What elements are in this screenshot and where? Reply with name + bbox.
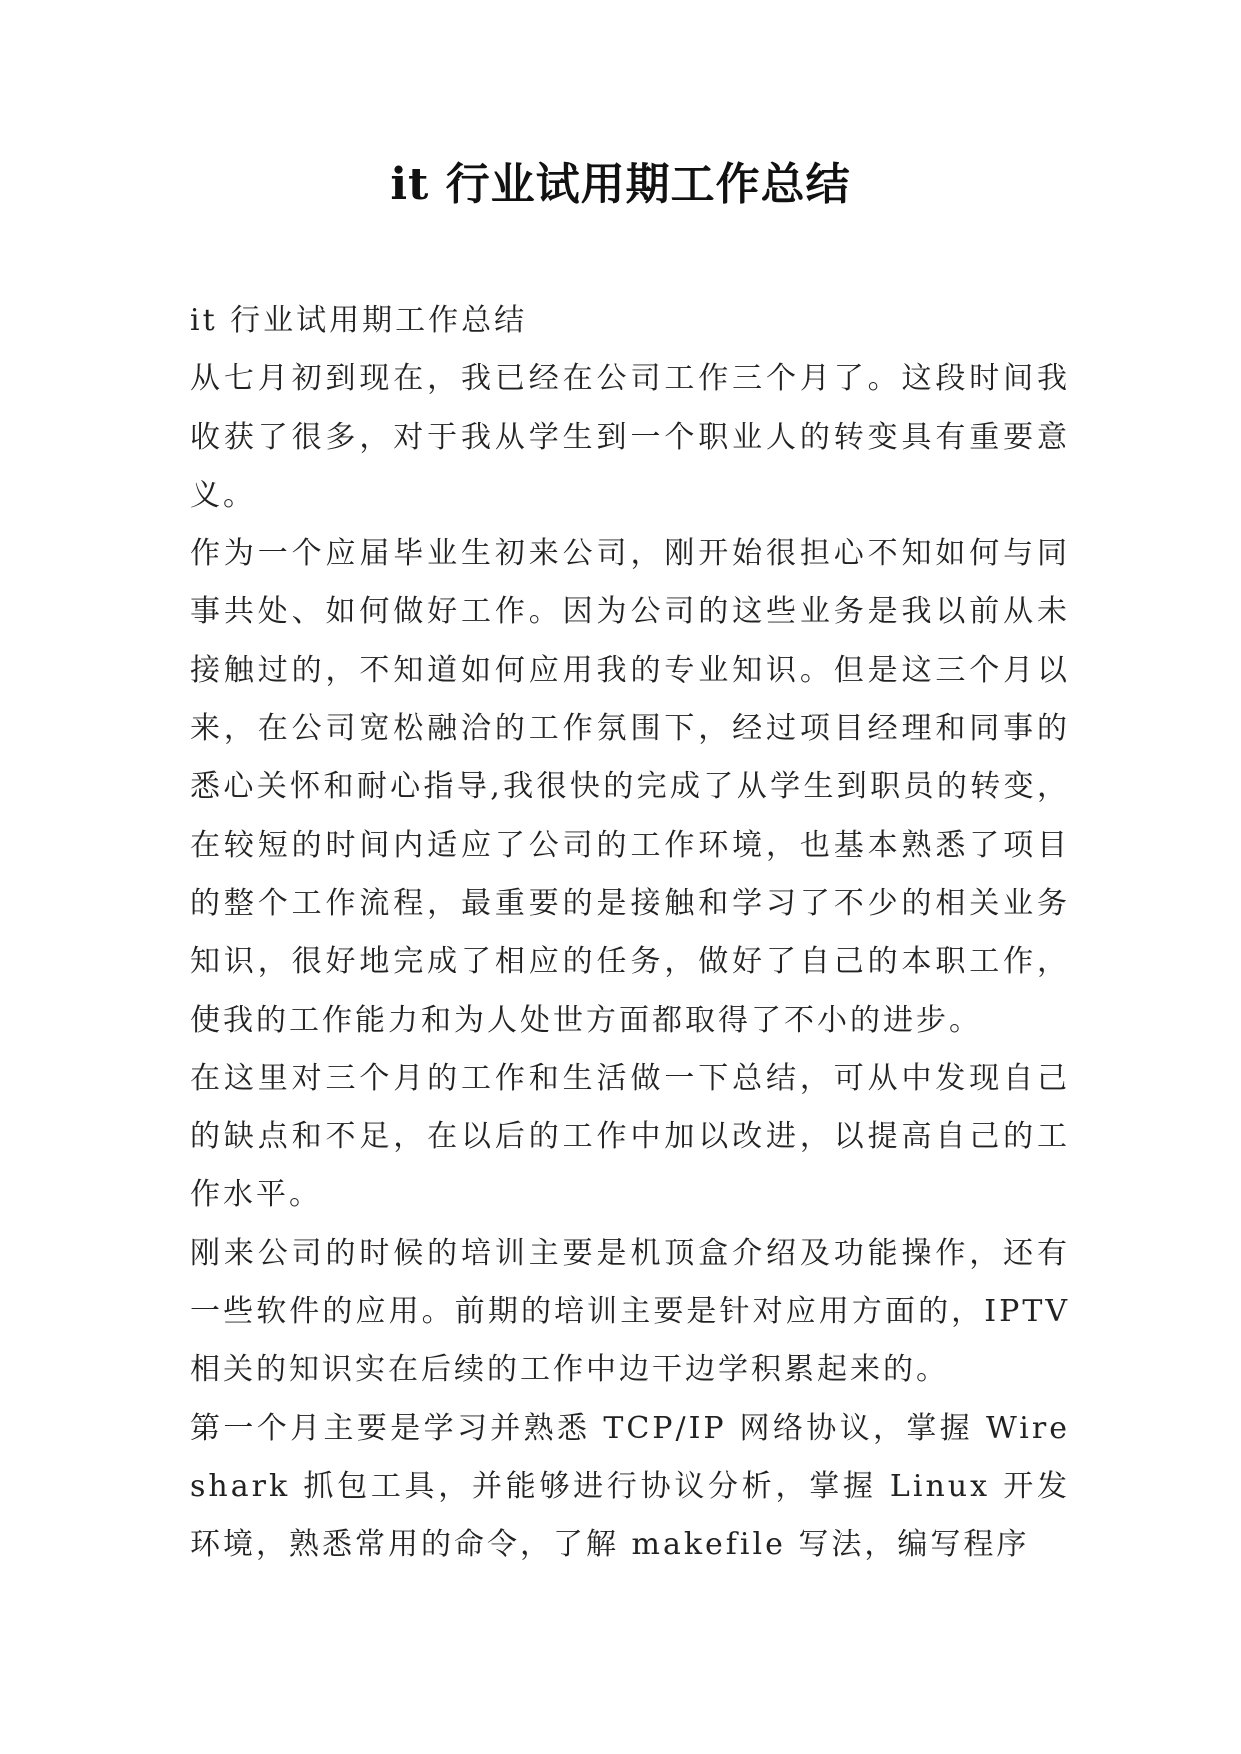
body-subtitle: it 行业试用期工作总结 <box>190 303 528 338</box>
paragraph: 从七月初到现在，我已经在公司工作三个月了。这段时间我收获了很多，对于我从学生到一个职业人的转变具有重要意义。 <box>190 361 1070 513</box>
document-title: it 行业试用期工作总结 <box>390 159 851 210</box>
paragraph: 刚来公司的时候的培训主要是机顶盒介绍及功能操作，还有一些软件的应用。前期的培训主要是针对应用方面的，IPTV 相关的知识实在后续的工作中边干边学积累起来的。 <box>190 1235 1070 1388</box>
document-body <box>190 292 1070 1575</box>
paragraph: 作为一个应届毕业生初来公司，刚开始很担心不知如何与同事共处、如何做好工作。因为公司的这些业务是我以前从未接触过的，不知道如何应用我的专业知识。但是这三个月以来，在公司宽松融洽的工作氛围下，经过项目经理和同事的悉心关怀和耐心指导,我很快的完成了从学生到职员的转变，在较短的时间内适应了公司的工作环境，也基本熟悉了项目的整个工作流程，最重要的是接触和学习了不少的相关业务知识，很好地完成了相应的任务，做好了自己的本职工作，使我的工作能力和为人处世方面都取得了不小的进步。 <box>190 536 1070 1038</box>
paragraph: 第一个月主要是学习并熟悉 TCP/IP 网络协议，掌握 Wireshark 抓包工具，并能够进行协议分析，掌握 Linux 开发环境，熟悉常用的命令，了解 makefile 写法，编写程序 <box>190 1410 1070 1563</box>
paragraph: 在这里对三个月的工作和生活做一下总结，可从中发现自己的缺点和不足，在以后的工作中加以改进，以提高自己的工作水平。 <box>190 1060 1070 1213</box>
